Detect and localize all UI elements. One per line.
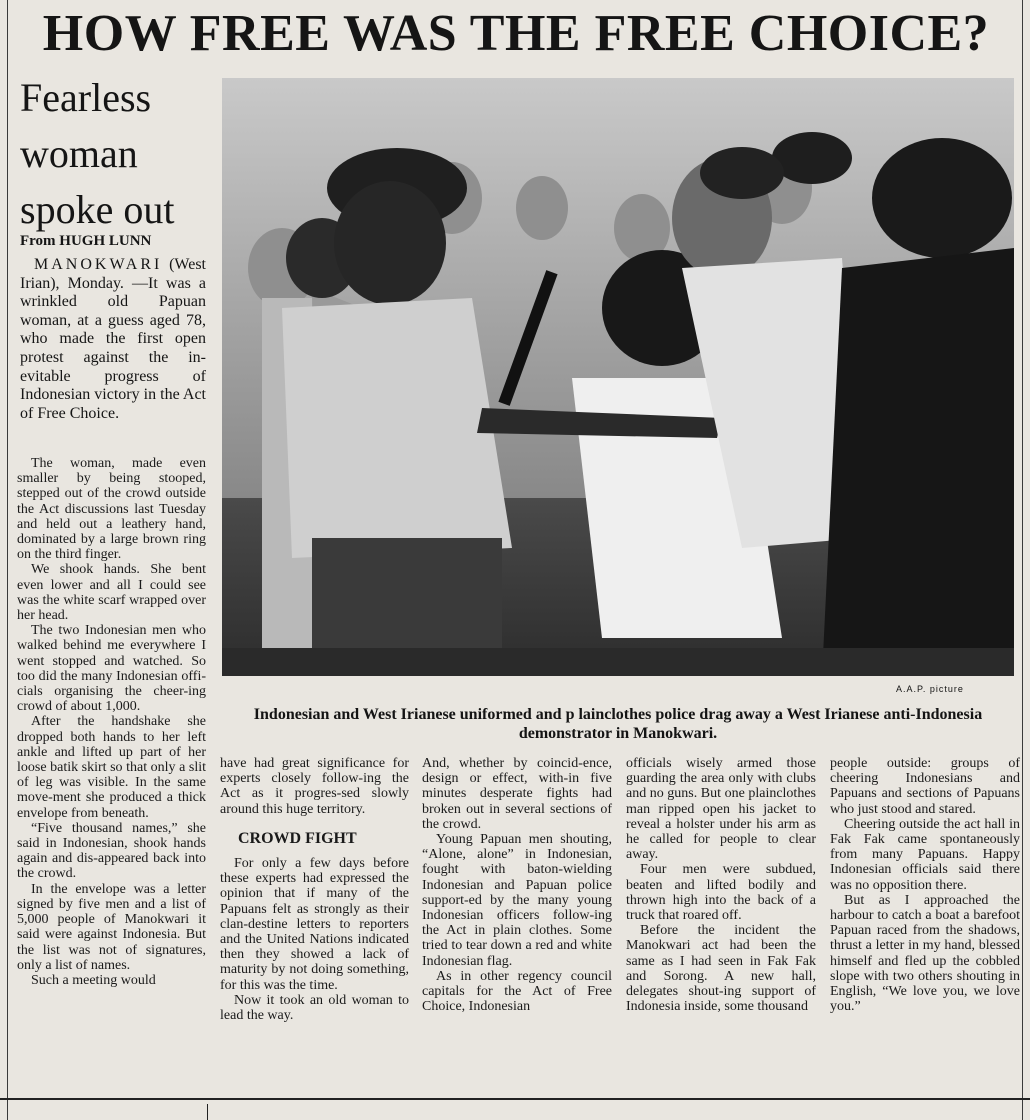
headline: HOW FREE WAS THE FREE CHOICE?	[42, 5, 990, 62]
photo-caption: Indonesian and West Irianese uniformed and p lainclothes police drag away a West Irianese anti-Indonesia demonstrator in Manokwari.	[253, 706, 983, 742]
article-column-3	[422, 756, 612, 1014]
paragraph: Cheering outside the act hall in Fak Fak came spontaneously from many Papuans. Happy Indonesian officials said there was no opposition there.	[830, 816, 1020, 893]
paragraph: officials wisely armed those guarding the area only with clubs and no guns. But one plainclothes man ripped open his jacket to reveal a holster under his arm as he called for people to clear away.	[626, 756, 816, 863]
kicker-line: spoke out	[20, 187, 175, 232]
paragraph: Young Papuan men shouting, “Alone, alone” in Indonesian, fought with baton-wielding Indonesian and Papuan police support-ed by the many young Indonesian officers follow-ing the Act in plain clothes. Some tried to tear down a red and white Indonesian flag.	[422, 832, 612, 969]
byline: From HUGH LUNN	[20, 233, 152, 249]
paragraph: As in other regency council capitals for the Act of Free Choice, Indonesian	[422, 968, 612, 1015]
bottom-rule	[0, 1098, 1030, 1100]
lead-paragraph	[20, 256, 206, 423]
article-column-4	[626, 756, 816, 1014]
kicker-line: Fearless	[20, 75, 152, 120]
left-column-rule	[7, 0, 8, 1120]
kicker-headline	[20, 70, 215, 238]
paragraph: The two Indonesian men who walked behind me everywhere I went stopped and watched. So too did the many Indonesian offi-cials organising the cheer-ing crowd of about 1,000.	[17, 623, 206, 715]
paragraph: In the envelope was a letter signed by five men and a list of 5,000 people of Manokwari it said were against Indonesia. But the list was not of signatures, only a list of names.	[17, 881, 206, 973]
bottom-rule-divider	[207, 1104, 208, 1120]
article-column-1	[17, 456, 206, 988]
lead-text: (West Irian), Monday. —It was a wrinkled old Papuan woman, at a guess aged 78, who made the first open protest against the in-evitable progress of Indonesian victory in the Act of Free Choice.	[20, 256, 206, 422]
article-column-2	[220, 756, 409, 1023]
paragraph: people outside: groups of cheering Indonesians and Papuans and sections of Papuans who just stood and stared.	[830, 756, 1020, 817]
paragraph: Such a meeting would	[31, 972, 156, 988]
paragraph: “Five thousand names,” she said in Indonesian, shook hands again and dis-appeared back into the crowd.	[17, 820, 206, 882]
photo-credit: A.A.P. picture	[896, 684, 964, 694]
paragraph: Before the incident the Manokwari act had been the same as I had seen in Fak Fak and Sorong. A new hall, delegates shout-ing support of Indonesia inside, some thousand	[626, 923, 816, 1015]
dateline: MANOKWARI	[34, 256, 163, 273]
paragraph: For only a few days before these experts had expressed the opinion that if many of the Papuans felt as strongly as their clan-destine letters to reporters and the United Nations indicated then they showed a lack of maturity by not doing something, for this was the time.	[220, 856, 409, 993]
article-column-5	[830, 756, 1020, 1014]
subheading: CROWD FIGHT	[238, 829, 357, 847]
paragraph: have had great significance for experts closely follow-ing the Act as it progres-sed slowly around this huge territory.	[220, 756, 409, 817]
paragraph: But as I approached the harbour to catch a boat a barefoot Papuan raced from the shadows, thrust a letter in my hand, blessed himself and fled up the cobbled slope with two others shouting in English, “We love you, we love you.”	[830, 892, 1020, 1015]
kicker-line: woman	[20, 131, 138, 176]
paragraph: Now it took an old woman to lead the way.	[220, 992, 409, 1024]
news-photo	[222, 78, 1014, 676]
paragraph: And, whether by coincid-ence, design or effect, with-in five minutes desperate fights had broken out in several sections of the crowd.	[422, 756, 612, 832]
paragraph: After the handshake she dropped both hands to her left ankle and lifted up part of her loose batik skirt so that only a slit of leg was visible. In the same move-ment she produced a thick envelope from beneath.	[17, 714, 206, 821]
paragraph: We shook hands. She bent even lower and all I could see was the white scarf wrapped over her head.	[17, 562, 206, 624]
right-column-rule	[1022, 0, 1023, 1120]
paragraph: The woman, made even smaller by being stooped, stepped out of the crowd outside the Act discussions last Tuesday and held out a leathery hand, dominated by a large brown ring on the third finger.	[17, 456, 206, 563]
paragraph: Four men were subdued, beaten and lifted bodily and thrown high into the back of a truck that roared off.	[626, 862, 816, 924]
photo-illustration	[222, 78, 1014, 676]
